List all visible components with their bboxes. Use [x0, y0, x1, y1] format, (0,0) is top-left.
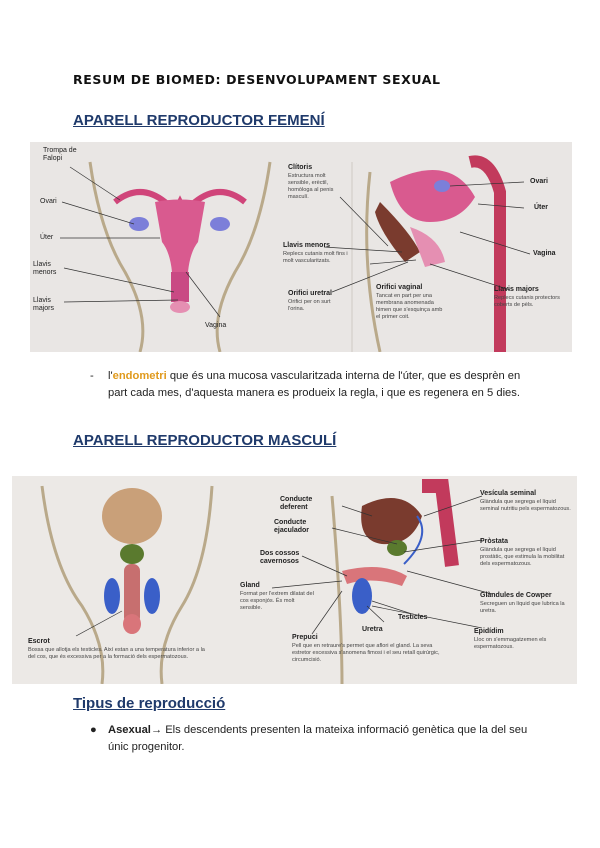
- label-vagina-right-text: Vagina: [533, 250, 556, 257]
- label-vesicula: [480, 490, 536, 498]
- bullet-dot: ●: [90, 724, 97, 736]
- label-orifici-vaginal: [376, 284, 422, 292]
- desc-orifici-vaginal: Tancat en part per una membrana anomenada himen que s'esquinça amb el primer coit.: [376, 293, 443, 320]
- label-vagina: Vagina: [205, 322, 227, 329]
- label-uretra-text: Uretra: [362, 626, 383, 633]
- endometri-text: que és una mucosa vascularitzada interna de l'úter, que es desprèn en part cada mes, d'aquesta manera es produeix la regla, i que es regenera en 5 dies.: [108, 370, 521, 399]
- desc-prostata: Glàndula que segrega el líquid prostàtic, que estimula la mobilitat dels espermatozous.: [480, 547, 565, 567]
- label-llavis-menors: Llavis menors: [33, 261, 57, 276]
- label-testicles-text: Testicles: [398, 614, 428, 621]
- desc-llavis-majors: Replecs cutanis protectors coberts de pèls.: [494, 295, 560, 308]
- label-dos-cossos: [260, 550, 305, 566]
- label-llavis-majors-right-text: Llavis majors: [494, 286, 539, 293]
- desc-epididim: Lloc on s'emmagatzemen els espermatozous.: [474, 637, 547, 650]
- asexual-text: Els descendents presenten la mateixa informació genètica que la del seu únic progenitor.: [108, 724, 528, 753]
- label-orifici-uretral-text: Orifici uretral: [288, 290, 332, 297]
- label-orifici-vaginal-text: Orifici vaginal: [376, 284, 423, 291]
- label-llavis-menors-right: [283, 242, 330, 250]
- label-orifici-uretral: [288, 290, 332, 298]
- label-uter-right: [534, 204, 548, 212]
- bullet-endometri: [108, 368, 528, 402]
- label-ovari-right: [530, 178, 548, 186]
- label-cowper: [480, 592, 552, 600]
- label-escrot: [28, 638, 50, 646]
- label-llavis-majors: Llavis majors: [33, 297, 55, 312]
- desc-prepuci: Pell que en retraure's permet que aflori el gland. La seva estretor excessiva s'anomena fimosi i el seu retall quirúrgic, circumcisió.: [292, 643, 440, 663]
- label-conducte-ejaculador: [274, 519, 314, 535]
- label-prepuci: [292, 634, 318, 642]
- label-gland-text: Gland: [240, 582, 260, 589]
- male-anatomy-figure: [12, 476, 577, 684]
- label-vesicula-text: Vesícula seminal: [480, 490, 537, 497]
- page-title: RESUM DE BIOMED: DESENVOLUPAMENT SEXUAL: [73, 72, 441, 87]
- endometri-highlight: endometri: [112, 370, 167, 382]
- label-epididim-text: Epidídim: [474, 628, 504, 635]
- label-llavis-majors-right: [494, 286, 539, 294]
- label-ovari-right-text: Ovari: [530, 178, 548, 185]
- label-testicles: [398, 614, 427, 622]
- label-prepuci-text: Prepuci: [292, 634, 318, 641]
- label-cowper-text: Glàndules de Cowper: [480, 592, 552, 599]
- desc-gland: Format per l'extrem dilatat del cos esponjós. És molt sensible.: [240, 591, 314, 611]
- label-prostata: [480, 538, 508, 546]
- label-llavis-menors-right-text: Llavis menors: [283, 242, 331, 249]
- label-uter: Úter: [40, 234, 54, 241]
- female-anatomy-figure: [30, 142, 572, 352]
- label-uretra: [362, 626, 383, 634]
- label-conducte-deferent: [280, 496, 320, 512]
- label-dos-cossos-text: Dos cossos cavernosos: [260, 550, 300, 565]
- section-heading-tipus: Tipus de reproducció: [73, 695, 226, 712]
- label-epididim: [474, 628, 504, 636]
- bullet-asexual: [108, 722, 528, 756]
- label-ovari: Ovari: [40, 198, 57, 205]
- section-heading-female: APARELL REPRODUCTOR FEMENÍ: [73, 112, 325, 129]
- desc-cowper: Secreguen un líquid que lubrica la uretra.: [480, 601, 565, 614]
- desc-llavis-menors: Replecs cutanis molt fins i molt vascularitzats.: [283, 251, 348, 264]
- label-escrot-text: Escrot: [28, 638, 50, 645]
- desc-escrot: Bossa que allotja els testicles. Així estan a una temperatura inferior a la del cos, que és excessiva per a la formació dels espermatozous.: [28, 647, 205, 660]
- label-trompa: Trompa de Falopi: [43, 147, 77, 162]
- asexual-arrow: →: [150, 724, 163, 736]
- endometri-pre: l': [108, 370, 113, 382]
- label-gland: [240, 582, 260, 590]
- label-clitoris: [288, 164, 312, 172]
- desc-clitoris: Estructura molt sensible, erèctil, homòloga al penis masculí.: [288, 173, 334, 200]
- bullet-dash: -: [90, 370, 94, 382]
- asexual-label: Asexual: [108, 724, 151, 736]
- label-vagina-right: [533, 250, 556, 258]
- label-conducte-deferent-text: Conducte deferent: [280, 496, 313, 511]
- desc-vesicula: Glàndula que segrega el líquid seminal nutritiu pels espermatozous.: [480, 499, 571, 512]
- desc-orifici-uretral: Orifici per on surt l'orina.: [288, 299, 331, 312]
- label-clitoris-text: Clítoris: [288, 164, 313, 171]
- label-uter-right-text: Úter: [534, 204, 549, 211]
- label-prostata-text: Pròstata: [480, 538, 509, 545]
- label-conducte-ejaculador-text: Conducte ejaculador: [274, 519, 310, 534]
- section-heading-male: APARELL REPRODUCTOR MASCULÍ: [73, 432, 337, 449]
